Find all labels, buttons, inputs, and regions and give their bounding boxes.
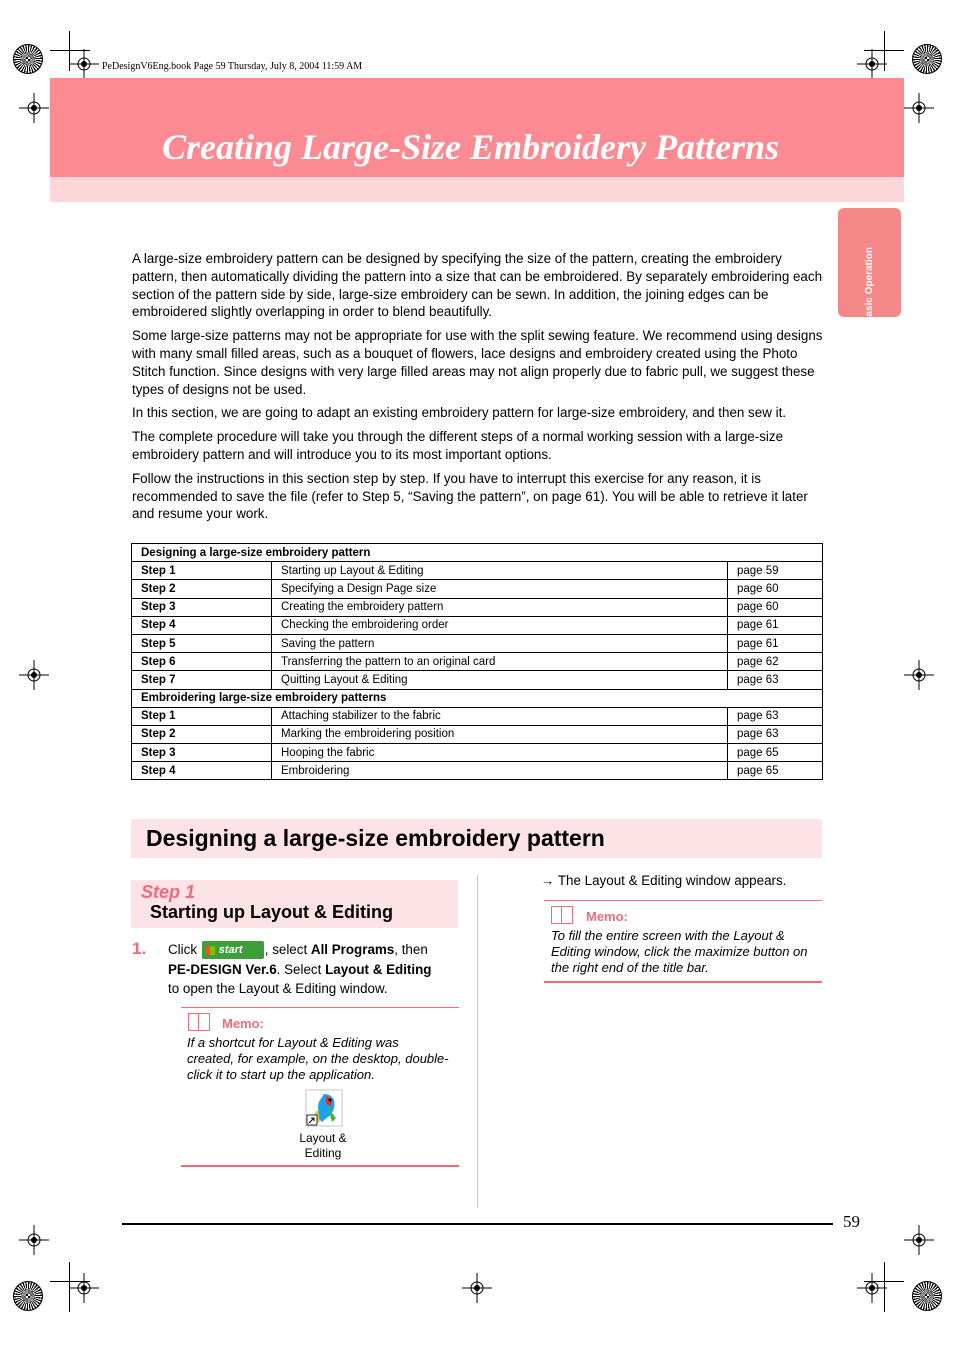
table-section-row — [132, 544, 823, 562]
table-cell-page: page 63 — [728, 707, 823, 725]
title-sub-band — [50, 177, 904, 202]
table-cell-page: page 61 — [728, 616, 823, 634]
table-row — [132, 580, 823, 598]
side-tab-label: Basic Operation — [864, 247, 875, 324]
step-title: Starting up Layout & Editing — [150, 902, 393, 922]
intro-paragraph: Follow the instructions in this section step by step. If you have to interrupt this exercise for any reason, it is recommended to save the file (refer to Step 5, “Saving the pattern”, on page 61). You will be able to retrieve it later and resume your work. — [132, 470, 808, 522]
step-number: Step 1 — [141, 882, 196, 902]
procedure-table — [131, 543, 823, 780]
result-note: → The Layout & Editing window appears. — [541, 873, 787, 888]
registration-target-icon — [69, 49, 99, 79]
table-cell-step: Step 2 — [132, 725, 272, 743]
registration-target-icon — [857, 1273, 887, 1303]
layout-editing-label: Layout & Editing — [325, 961, 432, 977]
table-cell-page: page 65 — [728, 762, 823, 780]
table-cell-page: page 61 — [728, 634, 823, 652]
section-title: Designing a large-size embroidery pattern — [146, 825, 605, 851]
table-cell-desc: Checking the embroidering order — [272, 616, 728, 634]
registration-target-icon — [857, 49, 887, 79]
table-row — [132, 762, 823, 780]
instruction-then: , then — [394, 942, 428, 957]
registration-target-icon — [19, 1225, 49, 1255]
table-row — [132, 562, 823, 580]
table-cell-page: page 60 — [728, 598, 823, 616]
page-number: 59 — [843, 1212, 860, 1231]
registration-target-icon — [904, 1225, 934, 1255]
table-row — [132, 725, 823, 743]
table-cell-desc: Saving the pattern — [272, 634, 728, 652]
table-cell-step: Step 2 — [132, 580, 272, 598]
table-cell-page: page 65 — [728, 744, 823, 762]
table-section-heading: Designing a large-size embroidery pattern — [132, 544, 823, 562]
memo-bottom-rule — [544, 981, 822, 983]
memo-text: To fill the entire screen with the Layout & Editing window, click the maximize button on the right end of the title bar. — [551, 928, 808, 976]
registration-wheel-icon — [912, 44, 942, 74]
footer-rule — [122, 1223, 833, 1225]
page-title: Creating Large-Size Embroidery Patterns — [162, 127, 780, 167]
table-cell-desc: Specifying a Design Page size — [272, 580, 728, 598]
table-section-heading: Embroidering large-size embroidery patterns — [132, 689, 823, 707]
registration-target-icon — [462, 1273, 492, 1303]
book-info-slug: PeDesignV6Eng.book Page 59 Thursday, July 8, 2004 11:59 AM — [102, 61, 363, 72]
table-cell-page: page 63 — [728, 725, 823, 743]
windows-flag-icon — [205, 946, 215, 955]
pe-design-label: PE-DESIGN Ver.6 — [168, 961, 277, 977]
registration-target-icon — [19, 660, 49, 690]
memo-top-rule — [544, 900, 822, 901]
table-cell-desc: Marking the embroidering position — [272, 725, 728, 743]
registration-wheel-icon — [13, 1281, 43, 1311]
table-cell-step: Step 3 — [132, 598, 272, 616]
column-divider — [477, 875, 478, 1208]
intro-paragraph: In this section, we are going to adapt an existing embroidery pattern for large-size embroidery, and then sew it. — [132, 405, 787, 421]
table-cell-desc: Starting up Layout & Editing — [272, 562, 728, 580]
intro-text — [132, 250, 826, 529]
side-tab — [838, 208, 901, 324]
table-cell-page: page 62 — [728, 653, 823, 671]
table-row — [132, 616, 823, 634]
instruction-to-open: to open the Layout & Editing window. — [168, 981, 388, 996]
registration-target-icon — [904, 660, 934, 690]
table-row — [132, 671, 823, 689]
table-cell-step: Step 4 — [132, 616, 272, 634]
memo-top-rule — [181, 1007, 459, 1008]
table-cell-desc: Embroidering — [272, 762, 728, 780]
intro-paragraph: A large-size embroidery pattern can be designed by specifying the size of the pattern, creating the embroidery pattern, then automatically dividing the pattern into a size that can be embroidered. By separately embroidering each section of the pattern side by side, large-size embroidery can be sewn. In addition, the joining edges can be embroidered slightly overlapping in order to blend beautifully. — [132, 251, 823, 320]
table-cell-desc: Hooping the fabric — [272, 744, 728, 762]
registration-wheel-icon — [13, 44, 43, 74]
instruction-click: Click — [168, 942, 198, 957]
table-cell-desc: Creating the embroidery pattern — [272, 598, 728, 616]
instruction-number: 1. — [132, 939, 147, 958]
table-cell-step: Step 1 — [132, 707, 272, 725]
memo-book-icon — [551, 906, 573, 924]
start-button-image — [202, 941, 264, 959]
registration-target-icon — [19, 93, 49, 123]
table-section-row — [132, 689, 823, 707]
registration-target-icon — [904, 93, 934, 123]
layout-editing-app-icon — [304, 1088, 344, 1128]
memo-text: If a shortcut for Layout & Editing was created, for example, on the desktop, double-click it to start up the application. — [187, 1035, 449, 1083]
table-row — [132, 744, 823, 762]
instruction-select: , select — [264, 942, 308, 957]
instruction-select2: . Select — [276, 961, 322, 977]
table-cell-desc: Attaching stabilizer to the fabric — [272, 707, 728, 725]
table-cell-step: Step 4 — [132, 762, 272, 780]
table-row — [132, 653, 823, 671]
app-icon-label-line: Editing — [304, 1146, 342, 1160]
memo-bottom-rule — [181, 1165, 459, 1167]
table-cell-step: Step 1 — [132, 562, 272, 580]
all-programs-label: All Programs — [310, 942, 395, 957]
table-cell-page: page 63 — [728, 671, 823, 689]
table-row — [132, 634, 823, 652]
intro-paragraph: The complete procedure will take you through the different steps of a normal working session with a large-size embroidery pattern and will introduce you to its most important options. — [132, 429, 784, 462]
table-cell-desc: Quitting Layout & Editing — [272, 671, 728, 689]
memo-book-icon — [188, 1013, 210, 1031]
table-cell-desc: Transferring the pattern to an original card — [272, 653, 728, 671]
table-cell-page: page 59 — [728, 562, 823, 580]
registration-target-icon — [69, 1273, 99, 1303]
table-cell-page: page 60 — [728, 580, 823, 598]
table-cell-step: Step 7 — [132, 671, 272, 689]
table-row — [132, 598, 823, 616]
registration-wheel-icon — [912, 1281, 942, 1311]
instruction-text — [168, 940, 460, 999]
app-icon-label — [290, 1131, 356, 1161]
app-icon-label-line: Layout & — [299, 1131, 347, 1145]
start-button-label: start — [218, 944, 243, 957]
memo-label: Memo: — [586, 909, 628, 924]
table-cell-step: Step 3 — [132, 744, 272, 762]
intro-paragraph: Some large-size patterns may not be appropriate for use with the split sewing feature. We recommend using designs with many small filled areas, such as a bouquet of flowers, lace designs and embroidery created using the Photo Stitch function. Since designs with very large filled areas may not align properly due to fabric pull, we suggest these types of designs not be used. — [132, 328, 823, 397]
memo-label: Memo: — [222, 1016, 264, 1031]
table-cell-step: Step 5 — [132, 634, 272, 652]
table-cell-step: Step 6 — [132, 653, 272, 671]
table-row — [132, 707, 823, 725]
